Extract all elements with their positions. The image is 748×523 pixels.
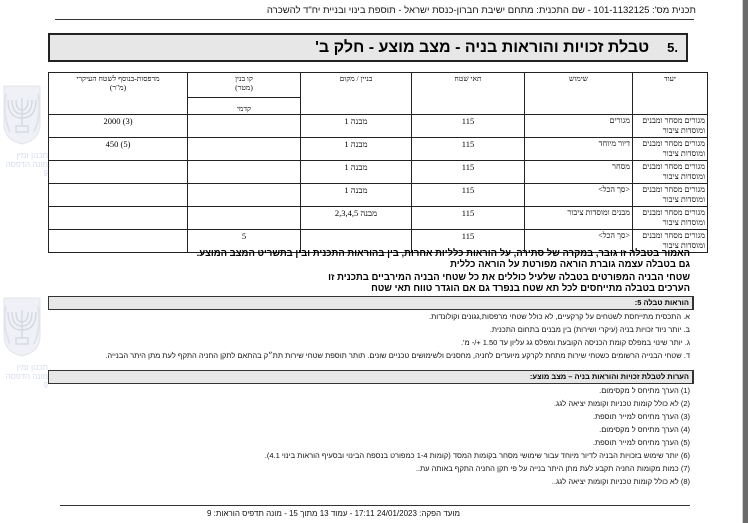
col-cell: תאי שטח (412, 73, 525, 115)
table-row: מגורים מסחר ומבנים ומוסדות ציבור מגורים 115 מבנה 1 (3) 2000 (49, 115, 708, 138)
section-number: .5 (667, 40, 678, 55)
watermark-emblem (0, 296, 48, 388)
col-front: קדמי (188, 98, 301, 115)
precedence-notes: האמור בטבלה זו גובר, במקרה של סתירה, על הוראות כלליות אחרות, בין בהוראות התכנית ובין בתשריט המצב המוצע. גם בטבלה עצמה גוברת הוראה מפורטת על הוראה כללית (196, 248, 690, 270)
col-balconies: מרפסות-בנוסף לשטח העיקרי (מ"ר) (49, 73, 188, 115)
col-use: שימוש (525, 73, 633, 115)
area-notes: שטחי הבניה המפורטים בטבלה שלעיל כוללים את כל שטחי הבניה המירביים בתכנית זו הערכים בטבלה מתייחסים לכל תא שטח בנפרד גם אם הוגדר טווח תאי שטח (328, 272, 690, 294)
window-edge-highlight (742, 0, 743, 523)
header-divider (55, 19, 694, 20)
state-emblem-menorah-icon (0, 296, 44, 358)
list-item: (3) הערך מתיחס למייר תוספת. (592, 412, 690, 421)
window-edge (743, 0, 748, 523)
list-item: (5) הערך מתיחס למייר תוספת. (592, 438, 690, 447)
table-row: מגורים מסחר ומבנים ומוסדות ציבור <סך הכל> 115 מבנה 1 (49, 184, 708, 207)
list-item: (8) לא כולל קומות טכניות וקומות יציאה לגג.. (551, 477, 690, 486)
table-row: מגורים מסחר ומבנים ומוסדות ציבור <סך הכל> 115 5 (49, 230, 708, 253)
col-designation: יעוד (633, 73, 708, 115)
col-building: בניין / מקום (301, 73, 412, 115)
remarks-list (48, 384, 690, 488)
list-item: א. התכסית מתייחסת לשטחים על קרקעיים, לא כולל שטחי מרפסות,גגונים וקולונדות. (429, 312, 690, 321)
watermark-caption: תכנון זמין מונה הדפסה 9 (5, 151, 48, 178)
table-row: מגורים מסחר ומבנים ומוסדות ציבור מסחר 115 מבנה 1 (49, 161, 708, 184)
table-row: מגורים מסחר ומבנים ומוסדות ציבור דיור מיוחד 115 מבנה 1 (5) 450 (49, 138, 708, 161)
watermark-caption: תכנון זמין מונה הדפסה 9 (5, 363, 48, 390)
col-building-line: קו בנין (מטר) (188, 73, 301, 98)
list-item: ד. שטחי הבנייה הרשומים כשטחי שירות מתחת לקרקע מיועדים לחניה, מחסנים ולשימושים טכניים שונים. תותר תוספת שטחי שירות תת״ק בהתאם לתקן החניה התקף לעת מתן היתר הבנייה. (105, 351, 690, 360)
section-title: טבלת זכויות והוראות בניה - מצב מוצע - חלק ב' (315, 38, 650, 56)
rights-table (48, 72, 708, 253)
list-item: (4) הערך מתיחס ל מקסימום. (599, 425, 690, 434)
list-item: (6) יותר שימוש בזכויות הבניה לדיור מיוחד עבור שימושי מסחר בקומות המסד (קומות 1-4 כמפורט בנספח הבינוי ובסעיף הוראות בינוי 4.1). (264, 451, 690, 460)
list-item: (2) לא כולל קומות טכניות וקומות יציאה לגג. (554, 399, 690, 408)
section-title-bar (48, 33, 688, 62)
page-footer: מועד הפקה: 24/01/2023 17:11 - עמוד 13 מתוך 15 - מונה תדפיס הוראות: 9 (206, 509, 460, 518)
table-instructions-title: הוראות טבלה 5: (48, 296, 694, 310)
watermark-emblem (0, 84, 48, 176)
table-row: מגורים מסחר ומבנים ומוסדות ציבור מבנים ומוסדות ציבור 115 מבנה 2,3,4,5 (49, 207, 708, 230)
list-item: (7) כמות מקומות החניה תקבע לעת מתן היתר בנייה על פי תקן החניה התקף באותה עת.. (415, 464, 690, 473)
list-item: ג. יותר שינוי במפלס קומת הכניסה הקובעת ומפלס גג עליון עד 1.50 +/- מ'. (460, 338, 690, 347)
state-emblem-menorah-icon (0, 84, 44, 146)
table-instructions-list (48, 310, 690, 362)
plan-header: תכנית מס': 101-1132125 - שם התכנית: מתחם ישיבת חברון-כנסת ישראל - תוספת בינוי ובניית יח"ד להשכרה (266, 5, 696, 16)
list-item: (1) הערך מתיחס ל מקסימום. (599, 386, 690, 395)
list-item: ב. יותר ניוד זכויות בניה (עיקרי ושירות) בין מבנים בתחום התכנית. (489, 325, 690, 334)
footer-divider (60, 505, 690, 506)
remarks-title: הערות לטבלת זכויות והוראות בניה – מצב מוצע: (48, 370, 694, 384)
